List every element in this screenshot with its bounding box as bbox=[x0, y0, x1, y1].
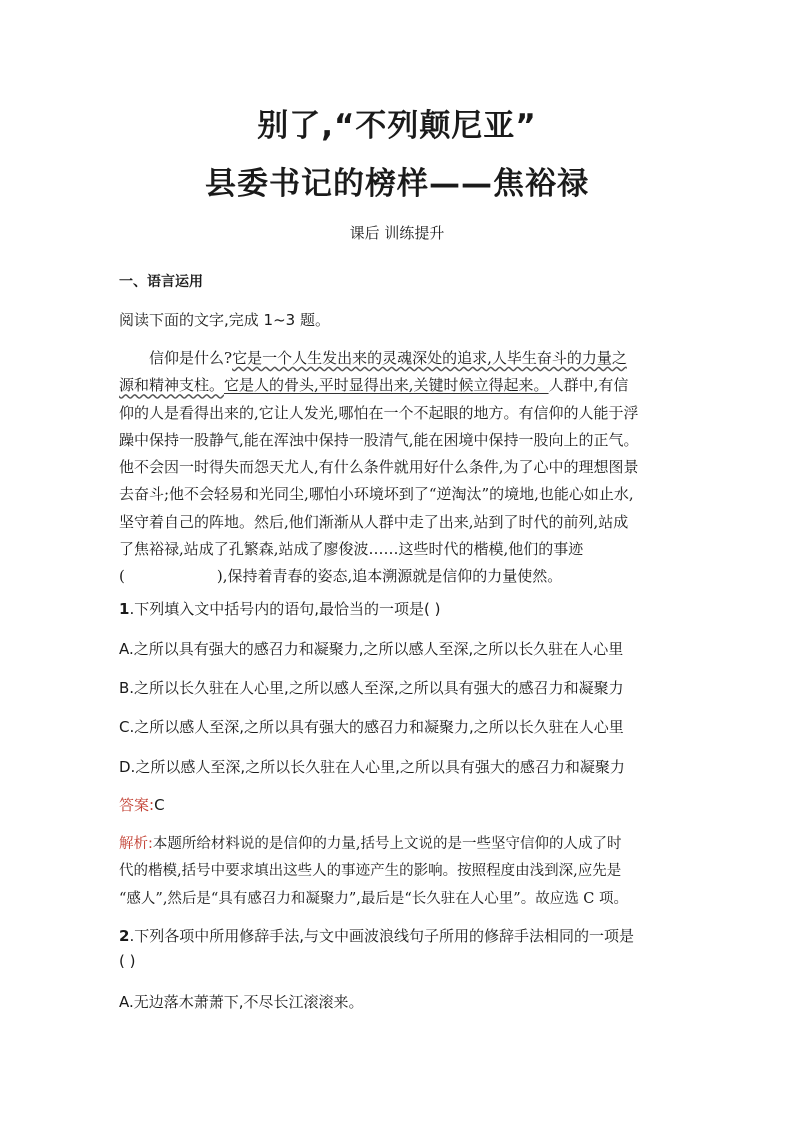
answer-row bbox=[119, 794, 165, 815]
option-a: A.之所以具有强大的感召力和凝聚力,之所以感人至深,之所以长久驻在人心里 bbox=[119, 640, 624, 658]
wavy-underlined-text: 它是一个人生发出来的灵魂深处的追求,人毕生奋斗的力量之 bbox=[232, 349, 627, 367]
instruction: 阅读下面的文字,完成 1~3 题。 bbox=[119, 311, 330, 329]
title-line-1: 别了,“不列颠尼亚” bbox=[257, 108, 537, 144]
q2-option-a: A.无边落木萧萧下,不尽长江滚滚来。 bbox=[119, 993, 364, 1011]
passage-text: ),保持着青春的姿态,追本溯源就是信仰的力量使然。 bbox=[216, 567, 563, 586]
option-c: C.之所以感人至深,之所以具有强大的感召力和凝聚力,之所以长久驻在人心里 bbox=[119, 718, 624, 736]
passage-line: 躁中保持一股静气,能在浑浊中保持一股清气,能在困境中保持一股向上的正气。 bbox=[119, 430, 639, 449]
passage-line bbox=[119, 345, 664, 372]
explanation-line: 解析:本题所给材料说的是信仰的力量,括号上文说的是一些坚守信仰的人成了时 bbox=[119, 836, 622, 852]
underlined-text: 它是人的骨头,平时显得出来,关键时候立得起来。 bbox=[224, 376, 549, 395]
blank-open: ( bbox=[119, 567, 125, 586]
passage-text: 信仰是什么? bbox=[149, 349, 233, 367]
passage-line: 了焦裕禄,站成了孔繁森,站成了廖俊波……这些时代的楷模,他们的事迹 bbox=[119, 540, 584, 559]
explanation bbox=[119, 831, 667, 913]
question-2-stem: 2.下列各项中所用修辞手法,与文中画波浪线句子所用的修辞手法相同的一项是 bbox=[119, 927, 634, 945]
explanation-line: 代的楷模,括号中要求填出这些人的事迹产生的影响。按照程度由浅到深,应先是 bbox=[119, 863, 622, 880]
wavy-underlined-text: 源和精神支柱。 bbox=[119, 376, 225, 395]
passage-line bbox=[119, 563, 664, 590]
passage-line bbox=[119, 372, 664, 399]
question-2-bracket: ( ) bbox=[119, 952, 136, 970]
passage-text: 人群中,有信 bbox=[548, 376, 629, 395]
passage-line: 坚守着自己的阵地。然后,他们渐渐从人群中走了出来,站到了时代的前列,站成 bbox=[119, 512, 629, 531]
question-number: 1 bbox=[119, 600, 130, 618]
explanation-label: 解析: bbox=[119, 836, 153, 852]
title-line-2: 县委书记的榜样——焦裕禄 bbox=[205, 166, 589, 202]
subtitle: 课后 训练提升 bbox=[349, 224, 445, 242]
passage-line: 去奋斗;他不会轻易和光同尘,哪怕小环境坏到了“逆淘汰”的境地,也能心如止水, bbox=[119, 485, 634, 504]
question-number: 2 bbox=[119, 927, 130, 945]
option-b: B.之所以长久驻在人心里,之所以感人至深,之所以具有强大的感召力和凝聚力 bbox=[119, 679, 624, 697]
reading-passage bbox=[119, 345, 664, 591]
passage-line: 仰的人是看得出来的,它让人发光,哪怕在一个不起眼的地方。有信仰的人能于浮 bbox=[119, 403, 639, 422]
answer-value: C bbox=[154, 796, 165, 814]
answer-label: 答案: bbox=[119, 796, 155, 814]
option-d: D.之所以感人至深,之所以长久驻在人心里,之所以具有强大的感召力和凝聚力 bbox=[119, 758, 625, 776]
question-1-stem: 1.下列填入文中括号内的语句,最恰当的一项是( ) bbox=[119, 600, 441, 618]
section-heading: 一、语言运用 bbox=[119, 274, 203, 290]
passage-line: 他不会因一时得失而怨天尤人,有什么条件就用好什么条件,为了心中的理想图景 bbox=[119, 458, 639, 477]
explanation-line: “感人”,然后是“具有感召力和凝聚力”,最后是“长久驻在人心里”。故应选 C 项。 bbox=[119, 890, 629, 907]
